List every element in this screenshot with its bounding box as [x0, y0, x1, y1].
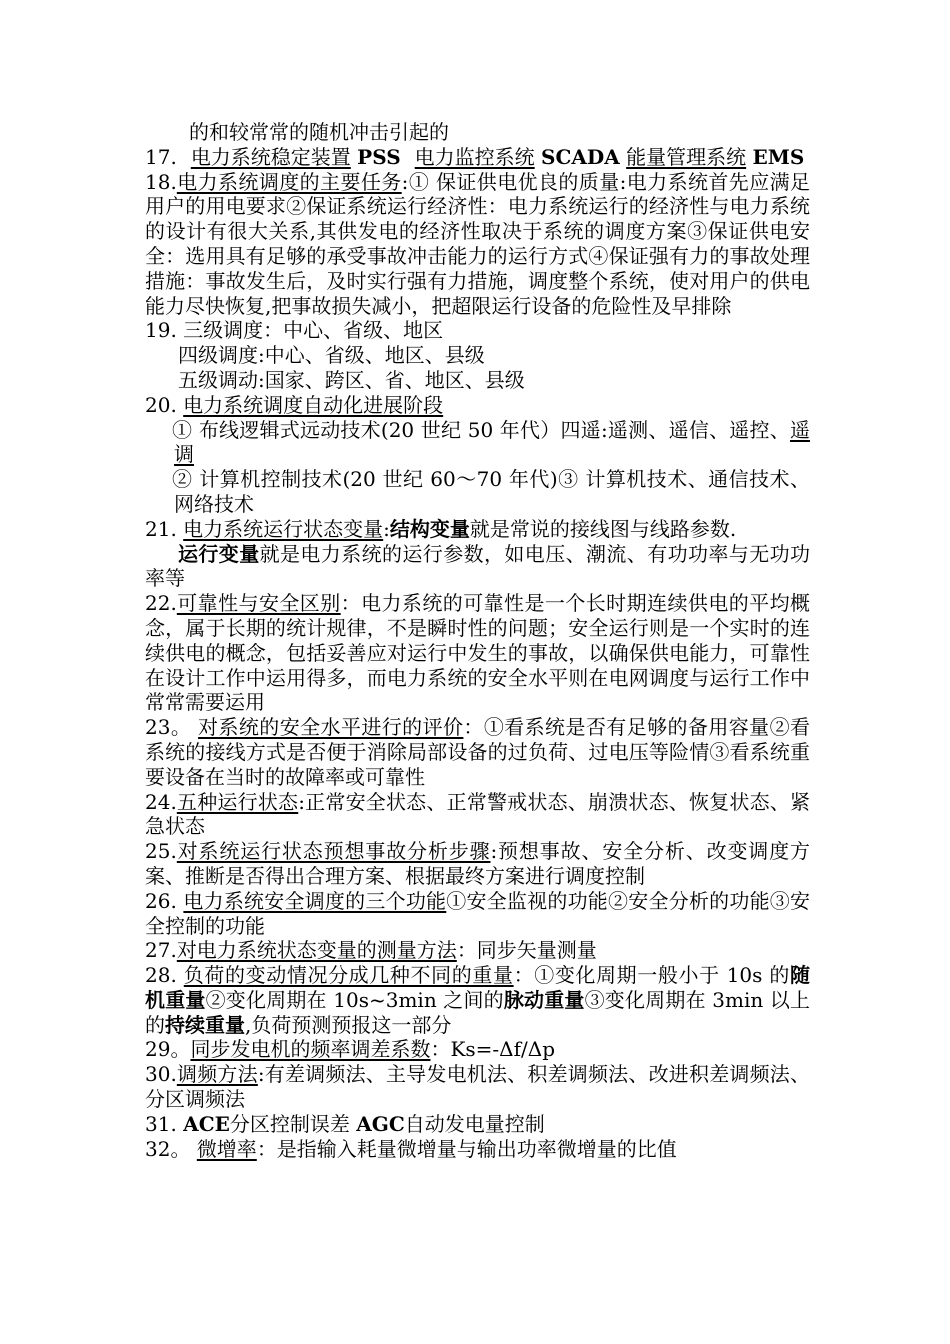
- item-25: 25.对系统运行状态预想事故分析步骤:预想事故、安全分析、改变调度方案、推断是否得出合理方案、根据最终方案进行调度控制: [145, 839, 810, 888]
- item-20-heading: 电力系统调度自动化进展阶段: [183, 392, 444, 417]
- item-23: 23。 对系统的安全水平进行的评价：①看系统是否有足够的备用容量②看系统的接线方式是否便于消除局部设备的过负荷、过电压等险情③看系统重要设备在当时的故障率或可靠性: [145, 715, 810, 789]
- paragraph-continuation: 的和较常常的随机冲击引起的: [189, 120, 449, 144]
- item-22: 22.可靠性与安全区别：电力系统的可靠性是一个长时期连续供电的平均概念，属于长期的统计规律，不是瞬时性的问题；安全运行则是一个实时的连续供电的概念，包括妥善应对运行中发生的事故，以确保供电能力，可靠性在设计工作中运用得多，而电力系统的安全水平则在电网调度与运行工作中常常需要运用: [145, 591, 811, 715]
- item-27-heading: 对电力系统状态变量的测量方法: [176, 938, 457, 963]
- item-20-point-2: ② 计算机控制技术(20 世纪 60～70 年代)③ 计算机技术、通信技术、网络技术: [172, 467, 810, 516]
- item-26-heading: 电力系统安全调度的三个功能: [183, 888, 447, 913]
- item-24-heading: 五种运行状态: [176, 789, 299, 814]
- item-29-heading: 同步发电机的频率调差系数: [190, 1037, 431, 1062]
- item-21-continuation: 运行变量就是电力系统的运行参数，如电压、潮流、有功功率与无功功率等: [145, 541, 811, 591]
- item-20-point-1: ① 布线逻辑式远动技术(20 世纪 50 年代）四遥:遥测、遥信、遥控、遥调: [172, 417, 810, 467]
- item-29: 29。同步发电机的频率调差系数：Ks=-Δf/Δp: [145, 1037, 556, 1062]
- item-28-heading: 负荷的变动情况分成几种不同的重量: [183, 963, 514, 988]
- item-24: 24.五种运行状态:正常安全状态、正常警戒状态、崩溃状态、恢复状态、紧急状态: [145, 789, 811, 839]
- item-30-heading: 调频方法: [176, 1062, 258, 1087]
- item-20: 20. 电力系统调度自动化进展阶段: [145, 392, 444, 417]
- item-22-heading: 可靠性与安全区别: [176, 591, 341, 616]
- item-17: 17. 电力系统稳定装置 PSS 电力监控系统 SCADA 能量管理系统 EMS: [145, 144, 805, 169]
- item-19-line-1: 19. 三级调度：中心、省级、地区: [145, 318, 444, 343]
- document-page: [145, 120, 810, 1161]
- item-18: 18.电力系统调度的主要任务:① 保证供电优良的质量:电力系统首先应满足用户的用电要求②保证系统运行经济性：电力系统运行的经济性与电力系统的设计有很大关系,其供发电的经济性取决于系统的调度方案③保证供电安全：选用具有足够的承受事故冲击能力的运行方式④保证强有力的事故处理措施：事故发生后，及时实行强有力措施，调度整个系统，使对用户的供电能力尽快恢复,把事故损失减小，把超限运行设备的危险性及早排除: [145, 169, 810, 318]
- item-26: 26. 电力系统安全调度的三个功能①安全监视的功能②安全分析的功能③安全控制的功能: [145, 888, 811, 938]
- item-19-line-2: 四级调度:中心、省级、地区、县级: [178, 343, 485, 368]
- item-25-heading: 对系统运行状态预想事故分析步骤: [176, 839, 491, 864]
- item-21-heading: 电力系统运行状态变量: [183, 516, 384, 541]
- item-23-heading: 对系统的安全水平进行的评价: [198, 715, 464, 740]
- item-21: 21. 电力系统运行状态变量:结构变量就是常说的接线图与线路参数.: [145, 516, 737, 541]
- item-27: 27.对电力系统状态变量的测量方法：同步矢量测量: [145, 938, 597, 963]
- item-19-line-3: 五级调动:国家、跨区、省、地区、县级: [178, 367, 525, 392]
- item-32: 32。 微增率：是指输入耗量微增量与输出功率微增量的比值: [145, 1136, 677, 1161]
- item-30: 30.调频方法:有差调频法、主导发电机法、积差调频法、改进积差调频法、分区调频法: [145, 1062, 810, 1112]
- item-32-heading: 微增率: [196, 1136, 257, 1161]
- item-31: 31. ACE分区控制误差 AGC自动发电量控制: [145, 1111, 545, 1136]
- item-28: 28. 负荷的变动情况分成几种不同的重量：①变化周期一般小于 10s 的随机重量②变化周期在 10s~3min 之间的脉动重量③变化周期在 3min 以上的持续重量,负荷预测预报这一部分: [145, 963, 811, 1037]
- item-18-heading: 电力系统调度的主要任务: [176, 169, 402, 194]
